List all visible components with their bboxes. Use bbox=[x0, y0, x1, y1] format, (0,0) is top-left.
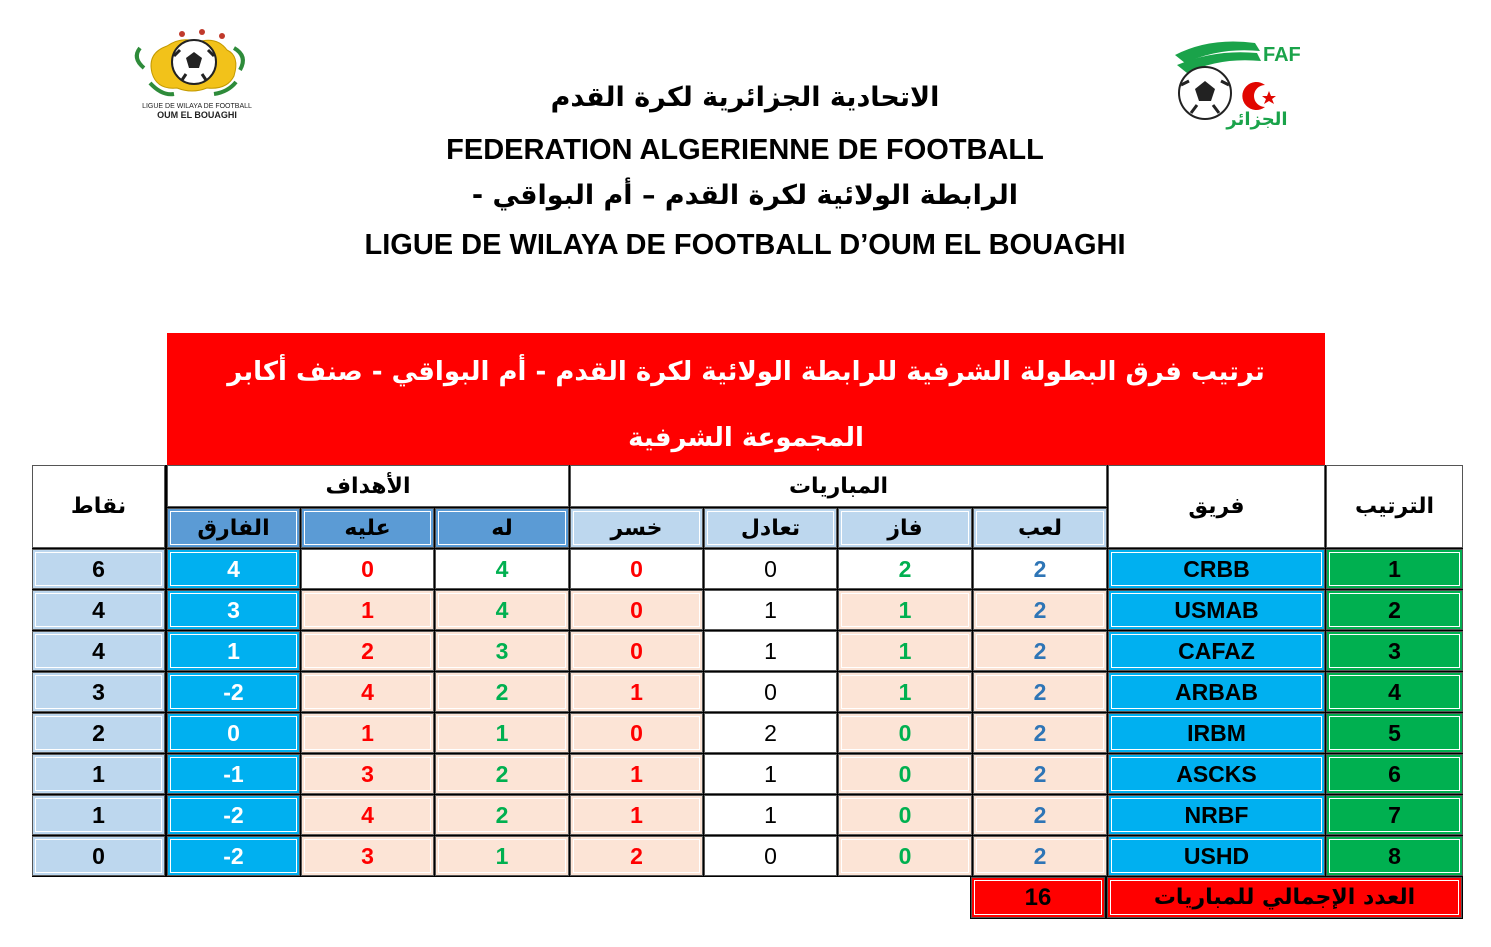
played-cell: 2 bbox=[973, 549, 1107, 589]
lost-cell: 2 bbox=[570, 836, 703, 876]
header-won: فاز bbox=[838, 508, 972, 548]
standings-banner bbox=[167, 333, 1325, 465]
goals-against-cell: 1 bbox=[301, 590, 434, 630]
points-cell: 6 bbox=[32, 549, 165, 589]
svg-text:LIGUE DE WILAYA DE FOOTBALL: LIGUE DE WILAYA DE FOOTBALL bbox=[142, 103, 252, 110]
federation-title-ar: الاتحادية الجزائرية لكرة القدم bbox=[550, 82, 940, 113]
played-cell: 2 bbox=[973, 631, 1107, 671]
goals-for-cell: 3 bbox=[435, 631, 569, 671]
total-matches-row bbox=[970, 876, 1463, 919]
played-cell: 2 bbox=[973, 713, 1107, 753]
played-cell: 2 bbox=[973, 672, 1107, 712]
points-cell: 1 bbox=[32, 754, 165, 794]
goal-diff-cell: 4 bbox=[167, 549, 300, 589]
played-cell: 2 bbox=[973, 836, 1107, 876]
goals-for-cell: 2 bbox=[435, 672, 569, 712]
lost-cell: 1 bbox=[570, 672, 703, 712]
team-cell: CAFAZ bbox=[1108, 631, 1325, 671]
goals-for-cell: 1 bbox=[435, 836, 569, 876]
rank-cell: 5 bbox=[1326, 713, 1463, 753]
federation-title-fr: FEDERATION ALGERIENNE DE FOOTBALL bbox=[446, 134, 1044, 166]
team-cell: USHD bbox=[1108, 836, 1325, 876]
points-cell: 2 bbox=[32, 713, 165, 753]
lost-cell: 1 bbox=[570, 795, 703, 835]
goals-for-cell: 4 bbox=[435, 590, 569, 630]
lost-cell: 0 bbox=[570, 590, 703, 630]
team-cell: CRBB bbox=[1108, 549, 1325, 589]
won-cell: 2 bbox=[838, 549, 972, 589]
header-goal-diff: الفارق bbox=[167, 508, 300, 548]
header-drawn: تعادل bbox=[704, 508, 837, 548]
goals-against-cell: 0 bbox=[301, 549, 434, 589]
group-title: المجموعة الشرفية bbox=[628, 423, 864, 453]
goals-against-cell: 4 bbox=[301, 672, 434, 712]
team-cell: ARBAB bbox=[1108, 672, 1325, 712]
standings-title: ترتيب فرق البطولة الشرفية للرابطة الولائية لكرة القدم - أم البواقي - صنف أكابر bbox=[227, 357, 1265, 387]
goals-for-cell: 2 bbox=[435, 754, 569, 794]
points-cell: 1 bbox=[32, 795, 165, 835]
goals-against-cell: 1 bbox=[301, 713, 434, 753]
goals-against-cell: 3 bbox=[301, 836, 434, 876]
played-cell: 2 bbox=[973, 590, 1107, 630]
header-points: نقاط bbox=[32, 465, 165, 548]
goal-diff-cell: -2 bbox=[167, 795, 300, 835]
won-cell: 0 bbox=[838, 795, 972, 835]
goal-diff-cell: -2 bbox=[167, 836, 300, 876]
points-cell: 3 bbox=[32, 672, 165, 712]
goals-against-cell: 4 bbox=[301, 795, 434, 835]
goals-against-cell: 2 bbox=[301, 631, 434, 671]
goal-diff-cell: -2 bbox=[167, 672, 300, 712]
total-matches-label: العدد الإجمالي للمباريات bbox=[1107, 877, 1462, 918]
drawn-cell: 1 bbox=[704, 754, 837, 794]
drawn-cell: 1 bbox=[704, 795, 837, 835]
drawn-cell: 0 bbox=[704, 672, 837, 712]
goals-against-cell: 3 bbox=[301, 754, 434, 794]
header-goals: الأهداف bbox=[167, 465, 569, 507]
rank-cell: 7 bbox=[1326, 795, 1463, 835]
played-cell: 2 bbox=[973, 795, 1107, 835]
drawn-cell: 0 bbox=[704, 836, 837, 876]
won-cell: 0 bbox=[838, 754, 972, 794]
won-cell: 1 bbox=[838, 672, 972, 712]
lost-cell: 0 bbox=[570, 549, 703, 589]
won-cell: 1 bbox=[838, 590, 972, 630]
header-team: فريق bbox=[1108, 465, 1325, 548]
rank-cell: 6 bbox=[1326, 754, 1463, 794]
ligue-title-ar: الرابطة الولائية لكرة القدم – أم البواقي - bbox=[471, 180, 1019, 211]
svg-text:OUM EL BOUAGHI: OUM EL BOUAGHI bbox=[157, 110, 237, 120]
drawn-cell: 2 bbox=[704, 713, 837, 753]
team-cell: USMAB bbox=[1108, 590, 1325, 630]
rank-cell: 3 bbox=[1326, 631, 1463, 671]
header-matches: المباريات bbox=[570, 465, 1107, 507]
team-cell: IRBM bbox=[1108, 713, 1325, 753]
points-cell: 4 bbox=[32, 590, 165, 630]
goal-diff-cell: 0 bbox=[167, 713, 300, 753]
goal-diff-cell: 3 bbox=[167, 590, 300, 630]
lost-cell: 0 bbox=[570, 631, 703, 671]
drawn-cell: 0 bbox=[704, 549, 837, 589]
played-cell: 2 bbox=[973, 754, 1107, 794]
rank-cell: 1 bbox=[1326, 549, 1463, 589]
goal-diff-cell: -1 bbox=[167, 754, 300, 794]
goals-for-cell: 1 bbox=[435, 713, 569, 753]
svg-text:FAF: FAF bbox=[1263, 44, 1301, 66]
lost-cell: 1 bbox=[570, 754, 703, 794]
goals-for-cell: 4 bbox=[435, 549, 569, 589]
header-goals-against: عليه bbox=[301, 508, 434, 548]
rank-cell: 2 bbox=[1326, 590, 1463, 630]
won-cell: 0 bbox=[838, 836, 972, 876]
standings-table bbox=[32, 465, 1463, 877]
points-cell: 4 bbox=[32, 631, 165, 671]
ligue-emblem-icon bbox=[122, 28, 272, 123]
header-lost: خسر bbox=[570, 508, 703, 548]
header-goals-for: له bbox=[435, 508, 569, 548]
team-cell: ASCKS bbox=[1108, 754, 1325, 794]
rank-cell: 8 bbox=[1326, 836, 1463, 876]
svg-text:الجزائر: الجزائر bbox=[1226, 109, 1288, 130]
drawn-cell: 1 bbox=[704, 590, 837, 630]
goal-diff-cell: 1 bbox=[167, 631, 300, 671]
total-matches-value: 16 bbox=[971, 877, 1105, 918]
lost-cell: 0 bbox=[570, 713, 703, 753]
drawn-cell: 1 bbox=[704, 631, 837, 671]
points-cell: 0 bbox=[32, 836, 165, 876]
ligue-wilaya-logo bbox=[122, 28, 272, 123]
ligue-title-fr: LIGUE DE WILAYA DE FOOTBALL D’OUM EL BOUAGHI bbox=[364, 229, 1126, 261]
won-cell: 1 bbox=[838, 631, 972, 671]
goals-for-cell: 2 bbox=[435, 795, 569, 835]
rank-cell: 4 bbox=[1326, 672, 1463, 712]
header-played: لعب bbox=[973, 508, 1107, 548]
header-rank: الترتيب bbox=[1326, 465, 1463, 548]
team-cell: NRBF bbox=[1108, 795, 1325, 835]
won-cell: 0 bbox=[838, 713, 972, 753]
